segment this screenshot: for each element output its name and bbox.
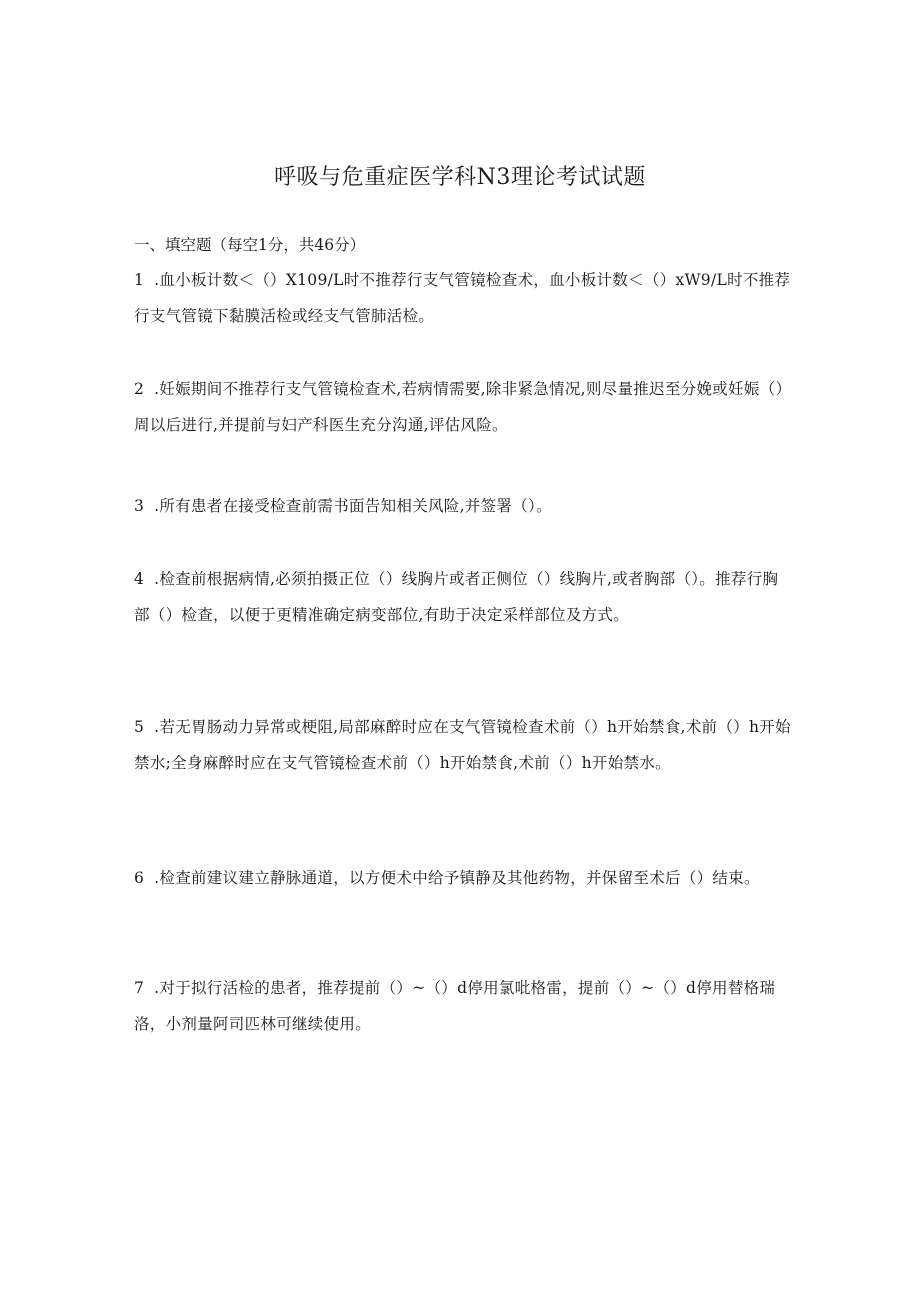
question-5 — [134, 709, 794, 781]
question-text: .对于拟行活检的患者，推荐提前（）~（）d停用氯吡格雷，提前（）~（）d停用替格瑞洛，小剂量阿司匹林可继续使用。 — [134, 979, 776, 1033]
question-number: 4 — [134, 570, 145, 588]
question-number: 3 — [134, 497, 145, 515]
question-number: 1 — [134, 271, 145, 289]
question-4 — [134, 561, 794, 633]
question-text: .妊娠期间不推荐行支气管镜检查术,若病情需要,除非紧急情况,则尽量推迟至分娩或妊娠（）周以后进行,并提前与妇产科医生充分沟通,评估风险。 — [134, 380, 792, 434]
question-text: .所有患者在接受检查前需书面告知相关风险,并签署（）。 — [154, 497, 552, 515]
question-text: .检查前根据病情,必须拍摄正位（）线胸片或者正侧位（）线胸片,或者胸部（）。推荐行胸部（）检查，以便于更精准确定病变部位,有助于决定采样部位及方式。 — [134, 570, 779, 624]
question-number: 6 — [134, 869, 145, 887]
question-text: .检查前建议建立静脉通道，以方便术中给予镇静及其他药物，并保留至术后（）结束。 — [154, 869, 760, 887]
question-text: .血小板计数＜（）X109/L时不推荐行支气管镜检查术，血小板计数＜（）xW9/L时不推荐行支气管镜下黏膜活检或经支气管肺活检。 — [134, 271, 791, 325]
page-title: 呼吸与危重症医学科N3理论考试试题 — [274, 165, 646, 190]
question-text: .若无胃肠动力异常或梗阻,局部麻醉时应在支气管镜检查术前（）h开始禁食,术前（）h开始禁水;全身麻醉时应在支气管镜检查术前（）h开始禁食,术前（）h开始禁水。 — [134, 718, 791, 772]
question-7 — [134, 970, 794, 1042]
question-number: 2 — [134, 380, 145, 398]
question-number: 7 — [134, 979, 145, 997]
question-3 — [134, 488, 794, 524]
question-number: 5 — [134, 718, 145, 736]
section-heading: 一、填空题（每空1分，共46分） — [134, 236, 366, 254]
question-1 — [134, 262, 794, 334]
question-6 — [134, 860, 794, 896]
question-2 — [134, 371, 794, 443]
